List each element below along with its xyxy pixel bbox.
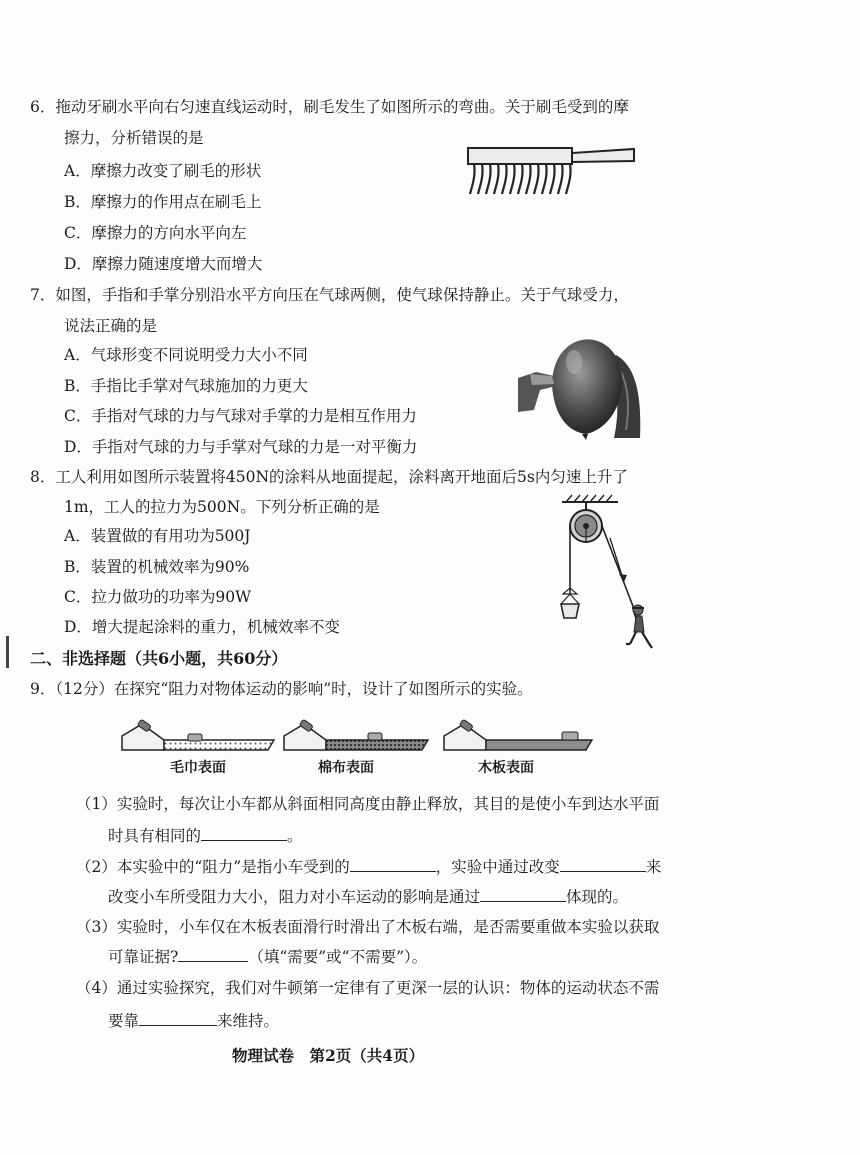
q8-option-b: B．装置的机械效率为90% bbox=[64, 558, 250, 576]
q6-option-c: C．摩擦力的方向水平向左 bbox=[64, 224, 247, 242]
q9-part2-line2 bbox=[108, 886, 628, 907]
caption-wood: 木板表面 bbox=[478, 760, 534, 776]
answer-blank-5[interactable] bbox=[178, 946, 248, 962]
q9-part2-middle: ，实验中通过改变 bbox=[435, 858, 560, 876]
q6-stem-line1: 6．拖动牙刷水平向右匀速直线运动时，刷毛发生了如图所示的弯曲。关于刷毛受到的摩 bbox=[30, 98, 629, 116]
q7-stem-line2: 说法正确的是 bbox=[64, 317, 158, 335]
ramp-experiment-figure bbox=[118, 716, 598, 758]
q9-part4-line2 bbox=[108, 1010, 279, 1031]
q9-part3-line1: （3）实验时，小车仅在木板表面滑行时滑出了木板右端，是否需要重做本实验以获取 bbox=[76, 918, 660, 936]
q9-part1-line2 bbox=[108, 825, 303, 846]
q9-part3-line2 bbox=[108, 946, 427, 967]
answer-blank-6[interactable] bbox=[139, 1010, 217, 1026]
q9-part1-prefix: 时具有相同的 bbox=[108, 827, 202, 845]
caption-towel: 毛巾表面 bbox=[170, 760, 226, 776]
q8-option-c: C．拉力做功的功率为90W bbox=[64, 588, 252, 606]
q9-part4-suffix: 来维持。 bbox=[217, 1012, 280, 1030]
q7-option-b: B．手指比手掌对气球施加的力更大 bbox=[64, 377, 308, 395]
q7-option-c: C．手指对气球的力与气球对手掌的力是相互作用力 bbox=[64, 407, 417, 425]
q6-option-d: D．摩擦力随速度增大而增大 bbox=[64, 255, 263, 273]
q7-option-a: A．气球形变不同说明受力大小不同 bbox=[64, 346, 308, 364]
scan-margin-mark bbox=[6, 636, 9, 668]
answer-blank-3[interactable] bbox=[560, 856, 646, 872]
toothbrush-figure bbox=[466, 146, 638, 198]
q9-part2-line2-suffix: 体现的。 bbox=[566, 888, 629, 906]
q8-stem-line2: 1m，工人的拉力为500N。下列分析正确的是 bbox=[64, 498, 380, 516]
answer-blank-4[interactable] bbox=[480, 886, 566, 902]
q9-part2-prefix: （2）本实验中的“阻力”是指小车受到的 bbox=[76, 858, 350, 876]
q9-part2-line1 bbox=[76, 856, 661, 877]
page-footer: 物理试卷 第2页（共4页） bbox=[232, 1046, 425, 1065]
q9-part4-line1: （4）通过实验探究，我们对牛顿第一定律有了更深一层的认识：物体的运动状态不需 bbox=[76, 979, 660, 997]
q6-option-a: A．摩擦力改变了刷毛的形状 bbox=[64, 162, 262, 180]
towel-ramp bbox=[122, 719, 274, 750]
pulley-worker-figure bbox=[552, 494, 662, 654]
wood-ramp bbox=[444, 719, 592, 750]
q9-part1-line1: （1）实验时，每次让小车都从斜面相同高度由静止释放，其目的是使小车到达水平面 bbox=[76, 795, 660, 813]
q6-option-b: B．摩擦力的作用点在刷毛上 bbox=[64, 193, 262, 211]
q8-stem-line1: 8．工人利用如图所示装置将450N的涂料从地面提起，涂料离开地面后5s内匀速上升了 bbox=[30, 468, 628, 486]
balloon-hands-figure bbox=[516, 330, 644, 440]
q9-part2-line2-prefix: 改变小车所受阻力大小，阻力对小车运动的影响是通过 bbox=[108, 888, 481, 906]
q9-part4-prefix: 要靠 bbox=[108, 1012, 140, 1030]
answer-blank-1[interactable] bbox=[201, 825, 287, 841]
cotton-ramp bbox=[284, 719, 428, 750]
answer-blank-2[interactable] bbox=[350, 856, 436, 872]
q9-part3-suffix: （填“需要”或“不需要”）。 bbox=[248, 948, 428, 966]
caption-cotton: 棉布表面 bbox=[318, 760, 374, 776]
section-heading: 二、非选择题（共6小题，共60分） bbox=[30, 649, 288, 668]
q8-option-a: A．装置做的有用功为500J bbox=[64, 527, 251, 545]
q9-part2-suffix: 来 bbox=[645, 858, 662, 876]
q6-stem-line2: 擦力，分析错误的是 bbox=[64, 129, 204, 147]
q8-option-d: D．增大提起涂料的重力，机械效率不变 bbox=[64, 618, 340, 636]
q9-stem: 9．（12分）在探究“阻力对物体运动的影响”时，设计了如图所示的实验。 bbox=[30, 680, 533, 698]
q9-part1-suffix: 。 bbox=[287, 827, 303, 845]
q7-option-d: D．手指对气球的力与手掌对气球的力是一对平衡力 bbox=[64, 438, 418, 456]
q9-part3-prefix: 可靠证据? bbox=[108, 948, 179, 966]
q7-stem-line1: 7．如图，手指和手掌分别沿水平方向压在气球两侧，使气球保持静止。关于气球受力， bbox=[30, 286, 629, 304]
